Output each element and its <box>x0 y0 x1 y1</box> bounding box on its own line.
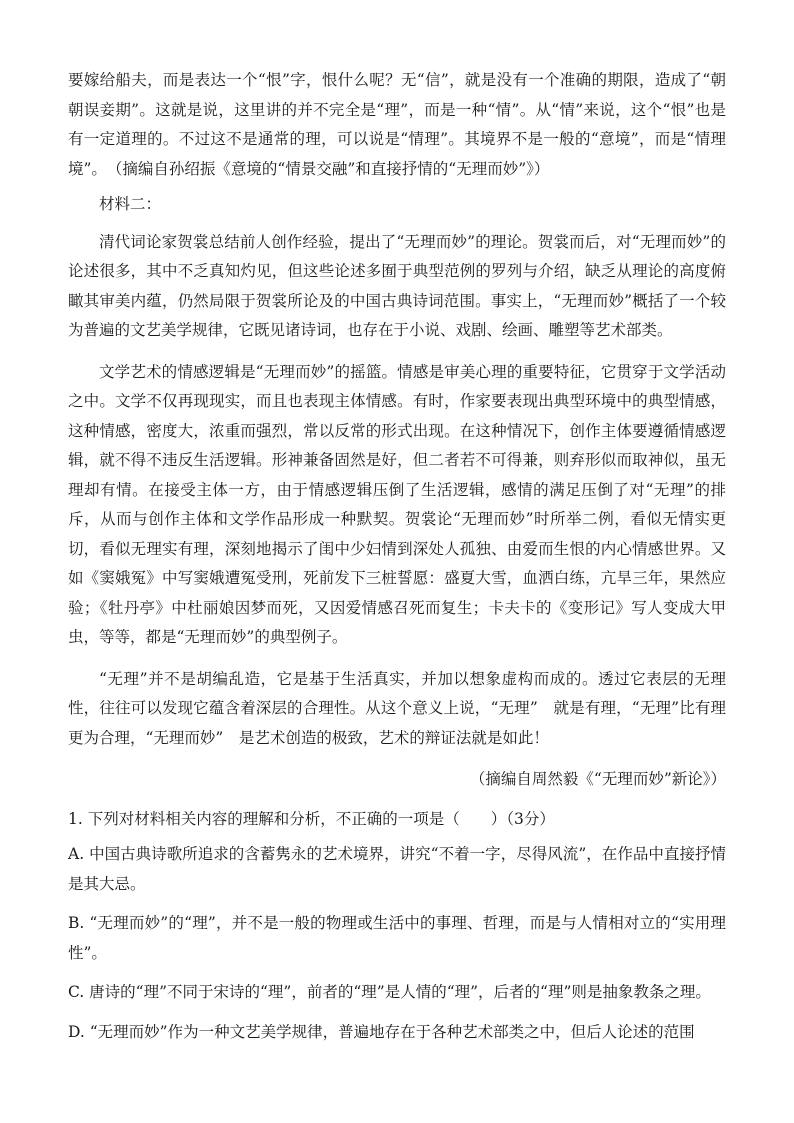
material2-paragraph-1: 清代词论家贺裳总结前人创作经验，提出了“无理而妙”的理论。贺裳而后，对“无理而妙”的论述很多，其中不乏真知灼见，但这些论述多囿于典型范例的罗列与介绍，缺乏从理论的高度俯瞰其审美内蕴，仍然局限于贺裳所论及的中国古典诗词范围。事实上，“无理而妙”概括了一个较为普遍的文艺美学规律，它既见诸诗词，也存在于小说、戏剧、绘画、雕塑等艺术部类。 <box>68 232 726 339</box>
document-page <box>68 66 726 1057</box>
material2-source: （摘编自周然毅《“无理而妙”新论》） <box>469 770 726 788</box>
question-1-option-a: A. 中国古典诗歌所追求的含蓄隽永的艺术境界，讲究“不着一字，尽得风流”，在作品中直接抒情是其大忌。 <box>68 845 726 893</box>
question-1-option-b: B. “无理而妙”的“理”，并不是一般的物理或生活中的事理、哲理，而是与人情相对立的“实用理性”。 <box>68 914 726 962</box>
question-1-title: 1. 下列对材料相关内容的理解和分析，不正确的一项是（ ）（3分） <box>68 809 555 828</box>
material2-label: 材料二： <box>99 195 162 213</box>
question-1-option-d: D. “无理而妙”作为一种文艺美学规律，普遍地存在于各种艺术部类之中，但后人论述的范围 <box>68 1022 695 1041</box>
material1-tail-paragraph: 要嫁给船夫，而是表达一个“恨”字，恨什么呢？无“信”，就是没有一个准确的期限，造成了“朝朝误妾期”。这就是说，这里讲的并不完全是“理”，而是一种“情”。从“情”来说，这个“恨”也是有一定道理的。不过这不是通常的理，可以说是“情理”。其境界不是一般的“意境”，而是“情理境”。 （摘编自孙绍振《意境的“情景交融”和直接抒情的“无理而妙”》） <box>68 71 726 178</box>
material2-paragraph-2: 文学艺术的情感逻辑是“无理而妙”的摇篮。情感是审美心理的重要特征，它贯穿于文学活动之中。文学不仅再现现实，而且也表现主体情感。有时，作家要表现出典型环境中的典型情感，这种情感，密度大，浓重而强烈，常以反常的形式出现。在这种情况下，创作主体要遵循情感逻辑，就不得不违反生活逻辑。形神兼备固然是好，但二者若不可得兼，则弃形似而取神似，虽无理却有情。在接受主体一方，由于情感逻辑压倒了生活逻辑，感情的满足压倒了对“无理”的排斥，从而与创作主体和文学作品形成一种默契。贺裳论“无理而妙”时所举二例，看似无情实更切，看似无理实有理，深刻地揭示了闺中少妇情到深处人孤独、由爱而生恨的内心情感世界。又如《窦娥冤》中写窦娥遭冤受刑，死前发下三桩誓愿：盛夏大雪，血洒白练，亢旱三年，果然应验；《牡丹亭》中杜丽娘因梦而死，又因爱情感召死而复生；卡夫卡的《变形记》写人变成大甲虫，等等，都是“无理而妙”的典型例子。 <box>68 362 726 646</box>
question-1-option-c: C. 唐诗的“理”不同于宋诗的“理”，前者的“理”是人情的“理”，后者的“理”则是抽象教条之理。 <box>68 983 711 1001</box>
material2-paragraph-3: “无理”并不是胡编乱造，它是基于生活真实，并加以想象虚构而成的。透过它表层的无理性，往往可以发现它蕴含着深层的合理性。从这个意义上说，“无理” 就是有理，“无理”比有理更为合理，“无理而妙” 是艺术创造的极致，艺术的辩证法就是如此！ <box>68 669 726 747</box>
